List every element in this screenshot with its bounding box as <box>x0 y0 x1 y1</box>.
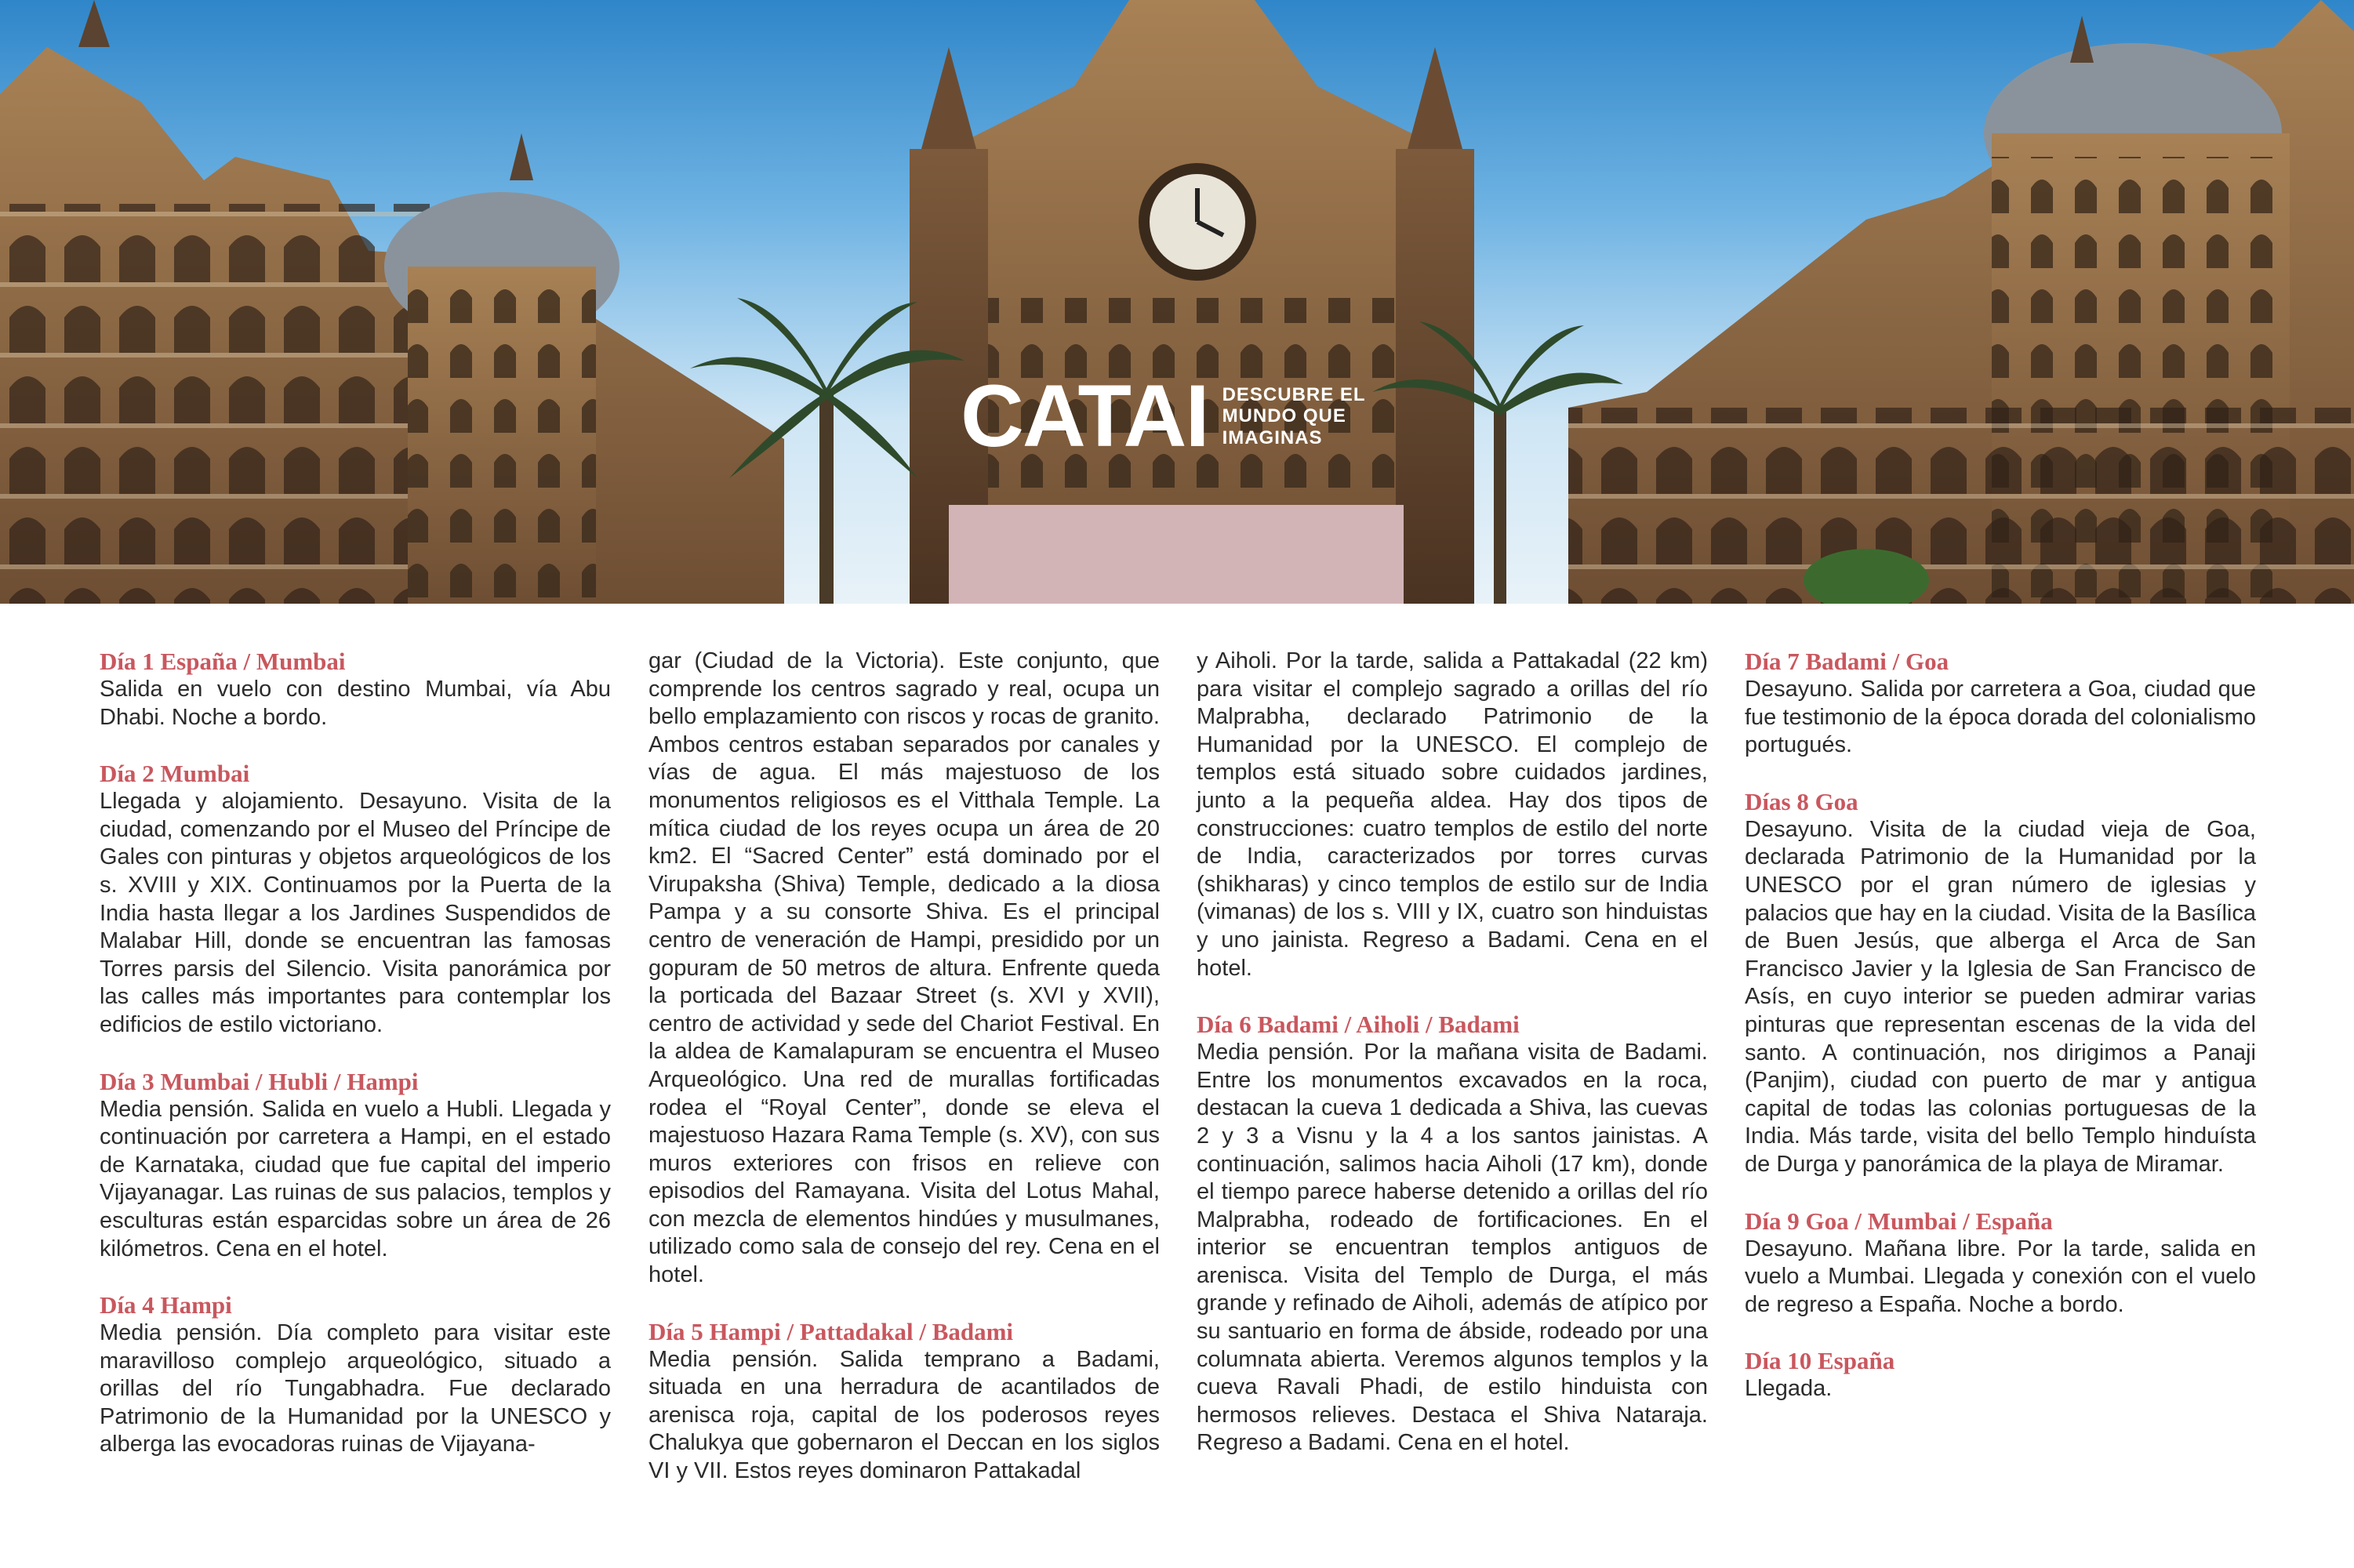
day-block <box>1197 1011 1708 1457</box>
day-description: Media pensión. Salida temprano a Badami, situada en una herradura de acantilados de arenisca roja, capital de los poderosos reyes Chalukya que gobernaron el Deccan en los siglos VI y VII. Estos reyes dominaron Pattakadal <box>648 1346 1160 1484</box>
day-title: Día 3 Mumbai / Hubli / Hampi <box>100 1067 419 1095</box>
day-title: Día 1 España / Mumbai <box>100 648 346 675</box>
day-description: Desayuno. Mañana libre. Por la tarde, salida en vuelo a Mumbai. Llegada y conexión con el vuelo de regreso a España. Noche a bordo. <box>1745 1236 2256 1317</box>
day-description: Media pensión. Por la mañana visita de Badami. Entre los monumentos excavados en la roca, destacan la cueva 1 dedicada a Shiva, las cuevas 2 y 3 a Visnu y la 4 a los santos jainistas. A continuación, salimos hacia Aiholi (17 km), donde el tiempo parece haberse detenido a orillas del río Malprabha, rodeado de fortificaciones. En el interior se encuentran templos antiguos de arenisca. Visita del Templo de Durga, el más grande y refinado de Aiholi, además de atípico por su santuario en forma de ábside, rodeado por una columnata abierta. Veremos algunos templos y la cueva Ravali Phadi, de estilo hinduista con hermosos relieves. Destaca el Shiva Nataraja. Regreso a Badami. Cena en el hotel. <box>1197 1040 1708 1456</box>
day-description: Desayuno. Salida por carretera a Goa, ciudad que fue testimonio de la época dorada del colonialismo portugués. <box>1745 677 2256 758</box>
itinerary-column-4 <box>1745 648 2256 1432</box>
day-title: Día 4 Hampi <box>100 1291 232 1319</box>
day-title: Día 10 España <box>1745 1347 1895 1375</box>
itinerary-column-1 <box>100 648 611 1487</box>
day-description: gar (Ciudad de la Victoria). Este conjunto, que comprende los centros sagrado y real, ocupa un bello emplazamiento con riscos y rocas de granito. Ambos centros estaban separados por canales y vías de agua. El más majestuoso de los monumentos religiosos es el Vitthala Temple. La mítica ciudad de los reyes ocupa un área de 20 km2. El “Sacred Center” está dominado por el Virupaksha (Shiva) Temple, dedicado a la diosa Pampa y a su consorte Shiva. Es el principal centro de veneración de Hampi, presidido por un gopuram de 50 metros de altura. Enfrente queda la porticada del Bazaar Street (s. XVI y XVII), centro de actividad y sede del Chariot Festival. En la aldea de Kamalapuram se encuentra el Museo Arqueológico. Una red de murallas fortificadas rodea el “Royal Center”, donde se eleva el majestuoso Hazara Rama Temple (s. XV), con sus muros exteriores con frisos en relieve con episodios del Ramayana. Visita del Lotus Mahal, con mezcla de elementos hindúes y musulmanes, utilizado como sala de consejo del rey. Cena en el hotel. <box>648 648 1160 1288</box>
hero-photo <box>0 0 2354 604</box>
day-description: Media pensión. Día completo para visitar este maravilloso complejo arqueológico, situado a orillas del río Tungabhadra. Fue declarado Patrimonio de la Humanidad por la UNESCO y alberga las evocadoras ruinas de Vijayana- <box>100 1320 611 1457</box>
day-description: y Aiholi. Por la tarde, salida a Pattakadal (22 km) para visitar el complejo sagrado a orillas del río Malprabha, declarado Patrimonio de la Humanidad por la UNESCO. El complejo de templos está situado sobre cuidados jardines, junto a la pequeña aldea. Hay dos tipos de construcciones: cuatro templos de estilo del norte de India, caracterizados por torres curvas (shikharas) y cinco templos de estilo sur de India (vimanas) de los s. VIII y IX, cuatro son hinduistas y uno jainista. Regreso a Badami. Cena en el hotel. <box>1197 648 1708 981</box>
itinerary <box>0 648 2354 1541</box>
day-block-continued <box>1197 648 1708 982</box>
day-description: Salida en vuelo con destino Mumbai, vía Abu Dhabi. Noche a bordo. <box>100 677 611 730</box>
day-block <box>100 760 611 1039</box>
day-block <box>100 648 611 731</box>
catai-logo <box>961 367 1366 465</box>
day-block-continued <box>648 648 1160 1290</box>
itinerary-column-3 <box>1197 648 1708 1486</box>
day-description: Media pensión. Salida en vuelo a Hubli. Llegada y continuación por carretera a Hampi, en el estado de Karnataka, ciudad que fue capital del imperio Vijayanagar. Las ruinas de sus palacios, templos y esculturas están esparcidas sobre un área de 26 kilómetros. Cena en el hotel. <box>100 1096 611 1261</box>
itinerary-column-2 <box>648 648 1160 1514</box>
day-block <box>100 1291 611 1459</box>
day-title: Días 8 Goa <box>1745 787 1858 815</box>
day-block <box>100 1068 611 1264</box>
day-block <box>1745 1347 2256 1403</box>
day-title: Día 6 Badami / Aiholi / Badami <box>1197 1011 1520 1039</box>
day-block <box>648 1318 1160 1486</box>
day-title: Día 2 Mumbai <box>100 760 250 788</box>
day-title: Día 7 Badami / Goa <box>1745 648 1949 675</box>
logo-wordmark: CATAI <box>961 367 1208 465</box>
logo-tagline: DESCUBRE EL MUNDO QUE IMAGINAS <box>1222 383 1366 448</box>
day-title: Día 9 Goa / Mumbai / España <box>1745 1207 2053 1235</box>
day-description: Llegada. <box>1745 1376 1833 1402</box>
day-block <box>1745 648 2256 760</box>
day-description: Llegada y alojamiento. Desayuno. Visita de la ciudad, comenzando por el Museo del Príncipe de Gales con pinturas y objetos arqueológicos de los s. XVIII y XIX. Continuamos por la Puerta de la India hasta llegar a los Jardines Suspendidos de Malabar Hill, donde se encuentran las famosas Torres parsis del Silencio. Visita panorámica por las calles más importantes para contemplar los edificios de estilo victoriano. <box>100 789 611 1037</box>
day-block <box>1745 788 2256 1179</box>
day-block <box>1745 1207 2256 1319</box>
decorative-tab <box>949 505 1404 604</box>
day-description: Desayuno. Visita de la ciudad vieja de Goa, declarada Patrimonio de la Humanidad por la UNESCO por el gran número de iglesias y palacios que hay en la ciudad. Visita de la Basílica de Buen Jesús, que alberga el Arca de San Francisco Javier y la Iglesia de San Francisco de Asís, en cuyo interior se pueden admirar varias pinturas que representan escenas de la vida del santo. A continuación, nos dirigimos a Panaji (Panjim), ciudad con puerto de mar y antigua capital de todas las colonias portuguesas de la India. Más tarde, visita del bello Templo hinduísta de Durga y panorámica de la playa de Miramar. <box>1745 816 2256 1177</box>
day-title: Día 5 Hampi / Pattadakal / Badami <box>648 1317 1014 1345</box>
